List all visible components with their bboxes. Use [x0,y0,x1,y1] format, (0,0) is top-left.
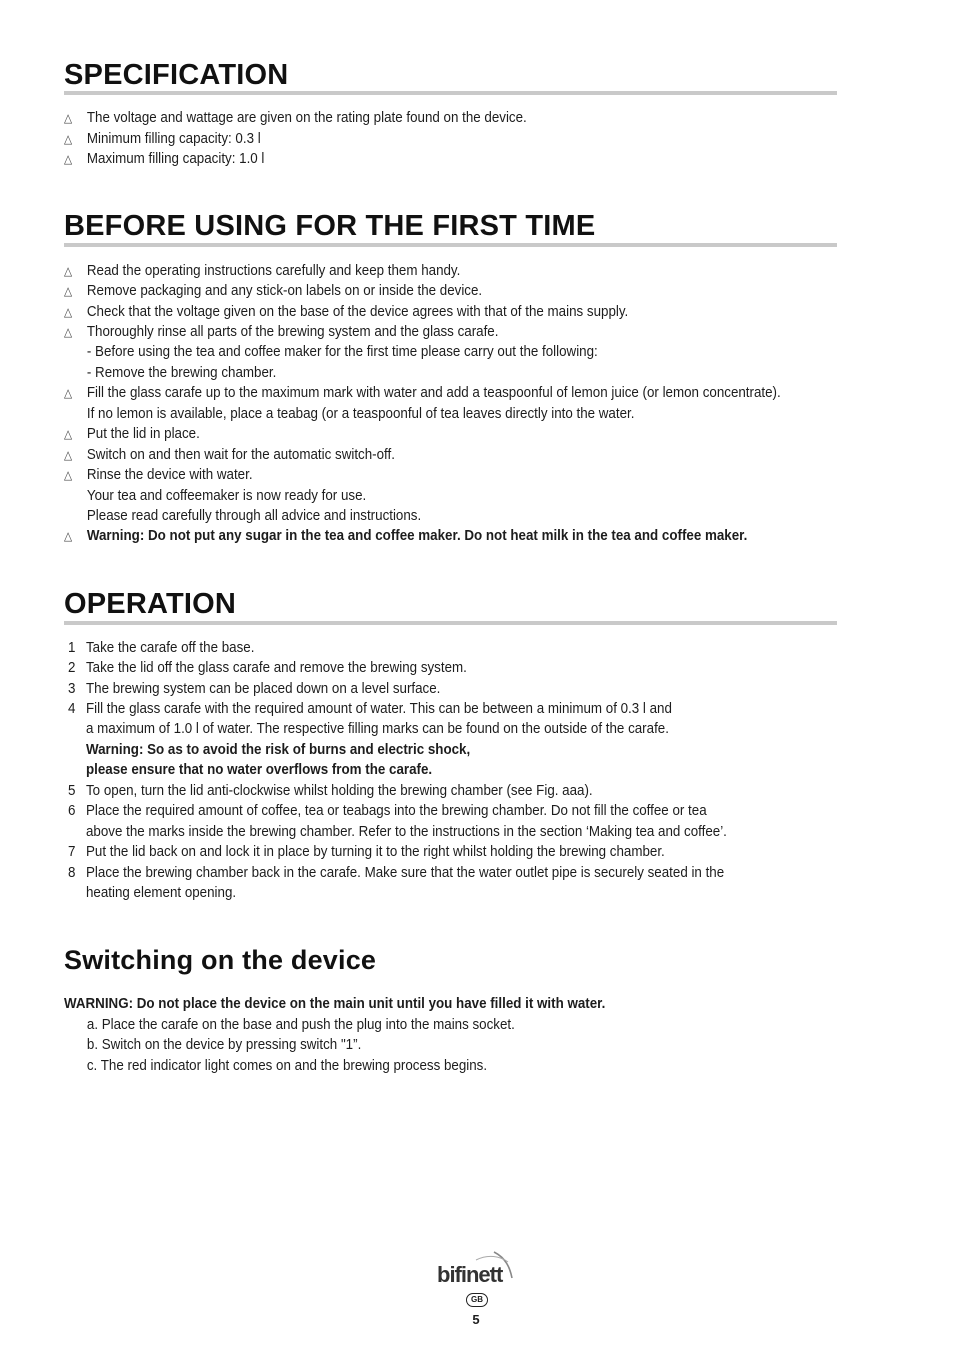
list-subitem: - Before using the tea and coffee maker for the first time please carry out the following: [86,343,598,360]
section-title-switching: Switching on the device [64,945,377,975]
triangle-bullet-icon: △ [64,305,73,319]
numbered-step-continuation: a maximum of 1.0 l of water. The respective filling marks can be found on the outside of the carafe. [86,720,669,737]
list-item: △ Fill the glass carafe up to the maximum mark with water and add a teaspoonful of lemon juice (or lemon concentrate). [64,384,781,401]
triangle-bullet-icon: △ [64,111,73,125]
triangle-bullet-icon: △ [64,264,73,278]
lettered-step: b. Switch on the device by pressing switch "1”. [86,1036,362,1053]
page-number: 5 [472,1312,480,1327]
section-rule [64,621,837,625]
warning-line: Warning: So as to avoid the risk of burns and electric shock, [86,741,471,758]
numbered-step: 5 To open, turn the lid anti-clockwise whilst holding the brewing chamber (see Fig. aaa). [68,782,593,799]
warning-line: please ensure that no water overflows from the carafe. [86,761,433,778]
numbered-step: 3 The brewing system can be placed down on a level surface. [68,680,441,697]
list-item: △ Rinse the device with water. [64,466,253,483]
numbered-step-continuation: above the marks inside the brewing chamber. Refer to the instructions in the section ‘Making tea and coffee’. [86,823,727,840]
lettered-step: a. Place the carafe on the base and push the plug into the mains socket. [86,1016,515,1033]
triangle-bullet-icon: △ [64,284,73,298]
country-badge: GB [466,1293,488,1307]
triangle-bullet-icon: △ [64,152,73,166]
list-item: △ Put the lid in place. [64,425,200,442]
list-item: △ Read the operating instructions carefully and keep them handy. [64,262,461,279]
list-item: △ Check that the voltage given on the base of the device agrees with that of the mains supply. [64,303,629,320]
list-item: △ Maximum filling capacity: 1.0 l [64,150,265,167]
triangle-bullet-icon: △ [64,325,73,339]
section-rule [64,243,837,247]
triangle-bullet-icon: △ [64,468,73,482]
list-subitem: Your tea and coffeemaker is now ready for use. [86,487,367,504]
lettered-step: c. The red indicator light comes on and the brewing process begins. [86,1057,488,1074]
numbered-step: 2 Take the lid off the glass carafe and remove the brewing system. [68,659,467,676]
list-item: △ Minimum filling capacity: 0.3 l [64,130,261,147]
list-item: △ Thoroughly rinse all parts of the brewing system and the glass carafe. [64,323,499,340]
triangle-bullet-icon: △ [64,529,73,543]
numbered-step: 1 Take the carafe off the base. [68,639,255,656]
triangle-bullet-icon: △ [64,132,73,146]
section-title-first-use: BEFORE USING FOR THE FIRST TIME [64,210,596,242]
brand-logo [436,1248,520,1290]
list-item: △ Remove packaging and any stick-on labels on or inside the device. [64,282,483,299]
numbered-step-continuation: heating element opening. [86,884,237,901]
section-title-specification: SPECIFICATION [64,59,289,91]
triangle-bullet-icon: △ [64,448,73,462]
triangle-bullet-icon: △ [64,427,73,441]
list-subitem: Please read carefully through all advice and instructions. [86,507,422,524]
numbered-step: 7 Put the lid back on and lock it in place by turning it to the right whilst holding the brewing chamber. [68,843,665,860]
list-item: △ Switch on and then wait for the automatic switch-off. [64,446,395,463]
warning-item: △ Warning: Do not put any sugar in the tea and coffee maker. Do not heat milk in the tea and coffee maker. [64,527,748,544]
switching-warning: WARNING: Do not place the device on the main unit until you have filled it with water. [64,995,606,1012]
list-item: △ The voltage and wattage are given on the rating plate found on the device. [64,109,527,126]
list-subitem: - Remove the brewing chamber. [86,364,277,381]
brand-logo-text: bifinett [437,1262,503,1287]
numbered-step: 8 Place the brewing chamber back in the carafe. Make sure that the water outlet pipe is securely seated in the [68,864,725,881]
list-subitem: If no lemon is available, place a teabag (or a teaspoonful of tea leaves directly into the water. [86,405,635,422]
section-rule [64,91,837,95]
numbered-step: 6 Place the required amount of coffee, tea or teabags into the brewing chamber. Do not fill the coffee or tea [68,802,707,819]
numbered-step: 4 Fill the glass carafe with the required amount of water. This can be between a minimum of 0.3 l and [68,700,672,717]
triangle-bullet-icon: △ [64,386,73,400]
section-title-operation: OPERATION [64,588,237,620]
